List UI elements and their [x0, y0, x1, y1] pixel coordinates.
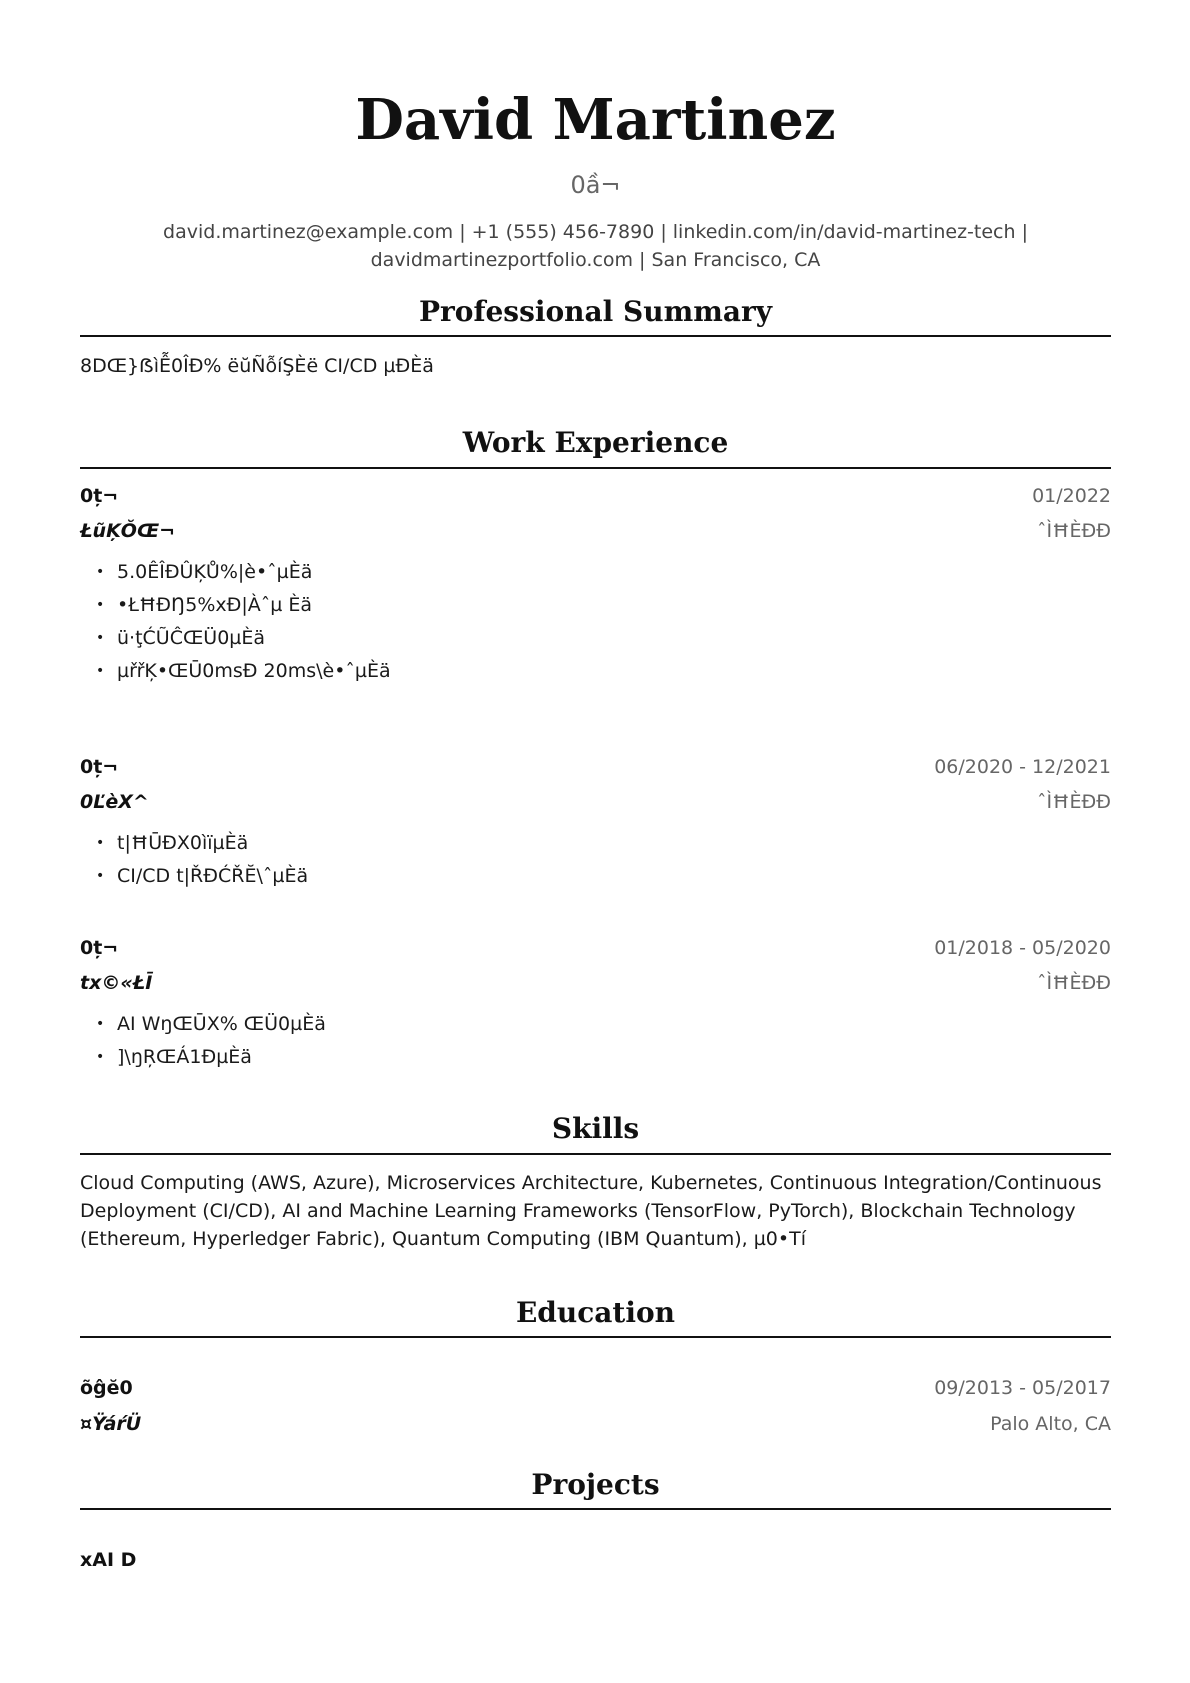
section-divider — [80, 1153, 1111, 1155]
job-bullets — [80, 556, 1111, 688]
bullet-text: ]\ŋŖŒÁ1ĐµÈä — [117, 1046, 252, 1068]
skills-text: Cloud Computing (AWS, Azure), Microservices Architecture, Kubernetes, Continuous Integration/Continuous Deployment (CI/CD), AI and Machine Learning Frameworks (TensorFlow, PyTorch), Blockchain Technology (Ethereum, Hyperledger Fabric), Quantum Computing (IBM Quantum), µ0•Tí — [80, 1172, 1102, 1250]
job-role: 0ț¬ — [80, 937, 119, 959]
job-role: 0ț¬ — [80, 756, 119, 778]
contact-info — [80, 218, 1111, 274]
section-divider — [80, 1508, 1111, 1510]
job-date: 01/2018 - 05/2020 — [934, 937, 1111, 959]
project-title: xAI D — [80, 1549, 137, 1571]
job-company: 0ĽèX^ — [80, 791, 149, 813]
section-title-education: Education — [515, 1296, 676, 1329]
education-school: õĝĕ0 — [80, 1377, 133, 1399]
list-item: • 5.0ÊÎĐÛĶŮ%|è•ˆµÈä — [96, 561, 313, 583]
contact-line-2: davidmartinezportfolio.com | San Francisco, CA — [370, 249, 821, 271]
bullet-text: 5.0ÊÎĐÛĶŮ%|è•ˆµÈä — [117, 561, 313, 583]
bullet-text: ü·ţĆŨĈŒÜ0µÈä — [117, 627, 266, 649]
section-title-skills: Skills — [551, 1112, 640, 1145]
section-divider — [80, 335, 1111, 337]
bullet-text: t|ĦŪĐX0ìïµÈä — [117, 832, 249, 854]
section-divider — [80, 467, 1111, 469]
job-company: ŁũĶŎŒ¬ — [80, 520, 176, 542]
job-bullets — [80, 1008, 1111, 1074]
list-item: • CI/CD t|ŘĐĆŘĔ\ˆµÈä — [96, 865, 309, 887]
education-date: 09/2013 - 05/2017 — [934, 1377, 1111, 1399]
candidate-name: David Martinez — [355, 87, 836, 153]
section-title-summary: Professional Summary — [418, 295, 773, 328]
candidate-headline: 0ầ¬ — [570, 171, 621, 199]
section-title-experience: Work Experience — [462, 426, 729, 459]
job-location: ˆÌĦÈĐĐ — [1037, 791, 1111, 813]
job-date: 06/2020 - 12/2021 — [934, 756, 1111, 778]
bullet-text: µřřĶ•ŒŪ0msĐ 20ms\è•ˆµÈä — [117, 660, 391, 682]
section-divider — [80, 1336, 1111, 1338]
bullet-text: •ŁĦĐŊ5%xĐ|Àˆµ Èä — [117, 594, 313, 616]
job-location: ˆÌĦÈĐĐ — [1037, 520, 1111, 542]
job-bullets — [80, 827, 1111, 893]
bullet-text: CI/CD t|ŘĐĆŘĔ\ˆµÈä — [117, 865, 309, 887]
job-role: 0ț¬ — [80, 485, 119, 507]
job-date: 01/2022 — [1032, 485, 1111, 507]
list-item: • AI WŋŒŪX% ŒÜ0µÈä — [96, 1013, 326, 1035]
list-item: • t|ĦŪĐX0ìïµÈä — [96, 832, 249, 854]
summary-text: 8DŒ}ẞìỄ0ÎĐ% ëŭÑỗíŞÈë CI/CD µĐÈä — [80, 355, 434, 377]
list-item: • ]\ŋŖŒÁ1ĐµÈä — [96, 1046, 252, 1068]
bullet-text: AI WŋŒŪX% ŒÜ0µÈä — [117, 1013, 326, 1035]
list-item: • •ŁĦĐŊ5%xĐ|Àˆµ Èä — [96, 594, 313, 616]
job-company: tx©«ŁĪ — [80, 972, 153, 994]
section-title-projects: Projects — [531, 1468, 660, 1501]
job-location: ˆÌĦÈĐĐ — [1037, 972, 1111, 994]
list-item: • µřřĶ•ŒŪ0msĐ 20ms\è•ˆµÈä — [96, 660, 391, 682]
education-degree: ¤ŸáŕÜ — [80, 1413, 142, 1435]
education-location: Palo Alto, CA — [990, 1413, 1111, 1435]
contact-line-1: david.martinez@example.com | +1 (555) 456-7890 | linkedin.com/in/david-martinez-tech | — [163, 221, 1028, 243]
list-item: • ü·ţĆŨĈŒÜ0µÈä — [96, 627, 266, 649]
